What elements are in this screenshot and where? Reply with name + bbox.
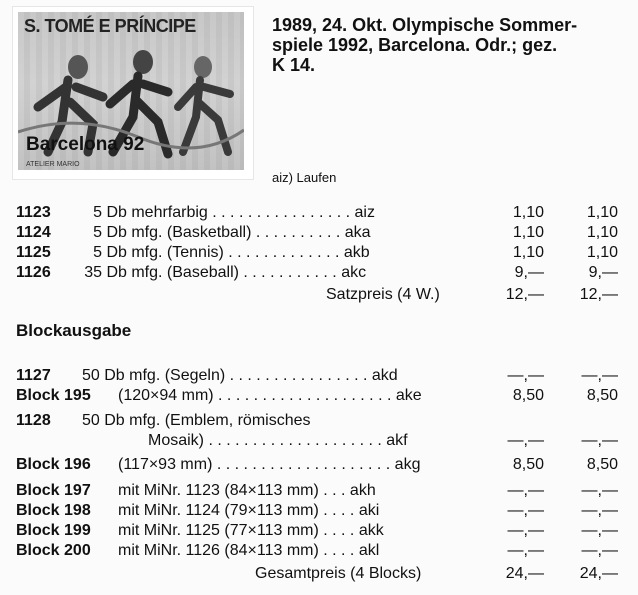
price-mint: 8,50 bbox=[512, 387, 544, 404]
price-mint: 8,50 bbox=[512, 456, 544, 473]
catalog-row bbox=[16, 223, 371, 243]
stamp-country-text: S. TOMÉ E PRÍNCIPE bbox=[24, 16, 196, 36]
price-mint: —,— bbox=[507, 522, 544, 539]
block-row bbox=[16, 501, 379, 521]
description: mit MiNr. 1125 (77×113 mm) . . . . akk bbox=[118, 522, 384, 539]
price-used: —,— bbox=[581, 367, 618, 384]
section-title: Blockausgabe bbox=[16, 321, 132, 340]
denomination: 5 bbox=[93, 204, 102, 221]
block-row bbox=[16, 366, 398, 386]
catalog-row bbox=[16, 243, 370, 263]
price-used: 1,10 bbox=[586, 224, 618, 241]
denomination: 5 bbox=[93, 244, 102, 261]
price-used: 8,50 bbox=[586, 387, 618, 404]
description: Mosaik) . . . . . . . . . . . . . . . . . . . . akf bbox=[148, 432, 408, 449]
stamp-image bbox=[18, 12, 244, 170]
price-used: —,— bbox=[581, 522, 618, 539]
description: Db mfg. (Tennis) . . . . . . . . . . . . . akb bbox=[106, 244, 370, 261]
block-row bbox=[16, 455, 420, 475]
catalog-number: 1125 bbox=[16, 244, 51, 261]
catalog-row bbox=[16, 203, 375, 223]
block-row bbox=[16, 481, 376, 501]
catalog-number: Block 197 bbox=[16, 482, 91, 499]
price-mint: —,— bbox=[507, 367, 544, 384]
catalog-number: Block 199 bbox=[16, 522, 91, 539]
block-row bbox=[16, 386, 422, 406]
stamp-city-text: Barcelona 92 bbox=[26, 134, 145, 155]
catalog-number: 1126 bbox=[16, 264, 51, 281]
description: 50 Db mfg. (Emblem, römisches bbox=[82, 412, 311, 429]
block-row bbox=[16, 541, 379, 561]
price-used: —,— bbox=[581, 432, 618, 449]
block-row bbox=[16, 521, 384, 541]
price-mint: —,— bbox=[507, 502, 544, 519]
description: Db mehrfarbig . . . . . . . . . . . . . . . . aiz bbox=[106, 204, 375, 221]
price-mint: —,— bbox=[507, 542, 544, 559]
stamp-caption: aiz) Laufen bbox=[272, 170, 337, 185]
heading-line: K 14. bbox=[272, 55, 316, 75]
price-mint: 1,10 bbox=[512, 224, 544, 241]
catalog-number: Block 195 bbox=[16, 387, 91, 404]
price-used: 1,10 bbox=[586, 204, 618, 221]
total-price-mint: 24,— bbox=[505, 565, 544, 582]
price-used: 9,— bbox=[588, 264, 618, 281]
price-mint: 1,10 bbox=[512, 244, 544, 261]
price-mint: 1,10 bbox=[512, 204, 544, 221]
set-price-mint: 12,— bbox=[505, 286, 544, 303]
stamp-printer-text: ATELIER MARIO bbox=[26, 161, 80, 168]
total-price-label: Gesamtpreis (4 Blocks) bbox=[255, 565, 422, 582]
price-used: 1,10 bbox=[586, 244, 618, 261]
denomination: 5 bbox=[93, 224, 102, 241]
price-mint: 9,— bbox=[514, 264, 544, 281]
description: mit MiNr. 1124 (79×113 mm) . . . . aki bbox=[118, 502, 380, 519]
price-mint: —,— bbox=[507, 432, 544, 449]
set-price-label: Satzpreis (4 W.) bbox=[326, 286, 440, 303]
denomination: 35 bbox=[84, 264, 102, 281]
catalog-number: 1124 bbox=[16, 224, 51, 241]
catalog-number: Block 200 bbox=[16, 542, 91, 559]
description: (120×94 mm) . . . . . . . . . . . . . . . . . . . . ake bbox=[118, 387, 422, 404]
catalog-number: 1123 bbox=[16, 204, 51, 221]
block-row-continuation bbox=[148, 431, 408, 451]
heading-line: 1989, 24. Okt. Olympische Sommer- bbox=[272, 15, 578, 35]
description: mit MiNr. 1126 (84×113 mm) . . . . akl bbox=[118, 542, 380, 559]
catalog-row bbox=[16, 263, 366, 283]
catalog-number: 1128 bbox=[16, 412, 51, 429]
price-used: 8,50 bbox=[586, 456, 618, 473]
price-used: —,— bbox=[581, 542, 618, 559]
block-row bbox=[16, 411, 311, 431]
description: Db mfg. (Baseball) . . . . . . . . . . . akc bbox=[106, 264, 367, 281]
price-used: —,— bbox=[581, 502, 618, 519]
set-price-used: 12,— bbox=[579, 286, 618, 303]
description: mit MiNr. 1123 (84×113 mm) . . . akh bbox=[118, 482, 376, 499]
catalog-number: 1127 bbox=[16, 367, 51, 384]
heading-line: spiele 1992, Barcelona. Odr.; gez. bbox=[272, 35, 558, 55]
price-mint: —,— bbox=[507, 482, 544, 499]
catalog-number: Block 196 bbox=[16, 456, 91, 473]
issue-heading bbox=[272, 15, 622, 75]
price-used: —,— bbox=[581, 482, 618, 499]
description: Db mfg. (Basketball) . . . . . . . . . . aka bbox=[106, 224, 371, 241]
description: 50 Db mfg. (Segeln) . . . . . . . . . . . . . . . . akd bbox=[82, 367, 398, 384]
total-price-used: 24,— bbox=[579, 565, 618, 582]
catalog-number: Block 198 bbox=[16, 502, 91, 519]
description: (117×93 mm) . . . . . . . . . . . . . . . . . . . . akg bbox=[118, 456, 421, 473]
